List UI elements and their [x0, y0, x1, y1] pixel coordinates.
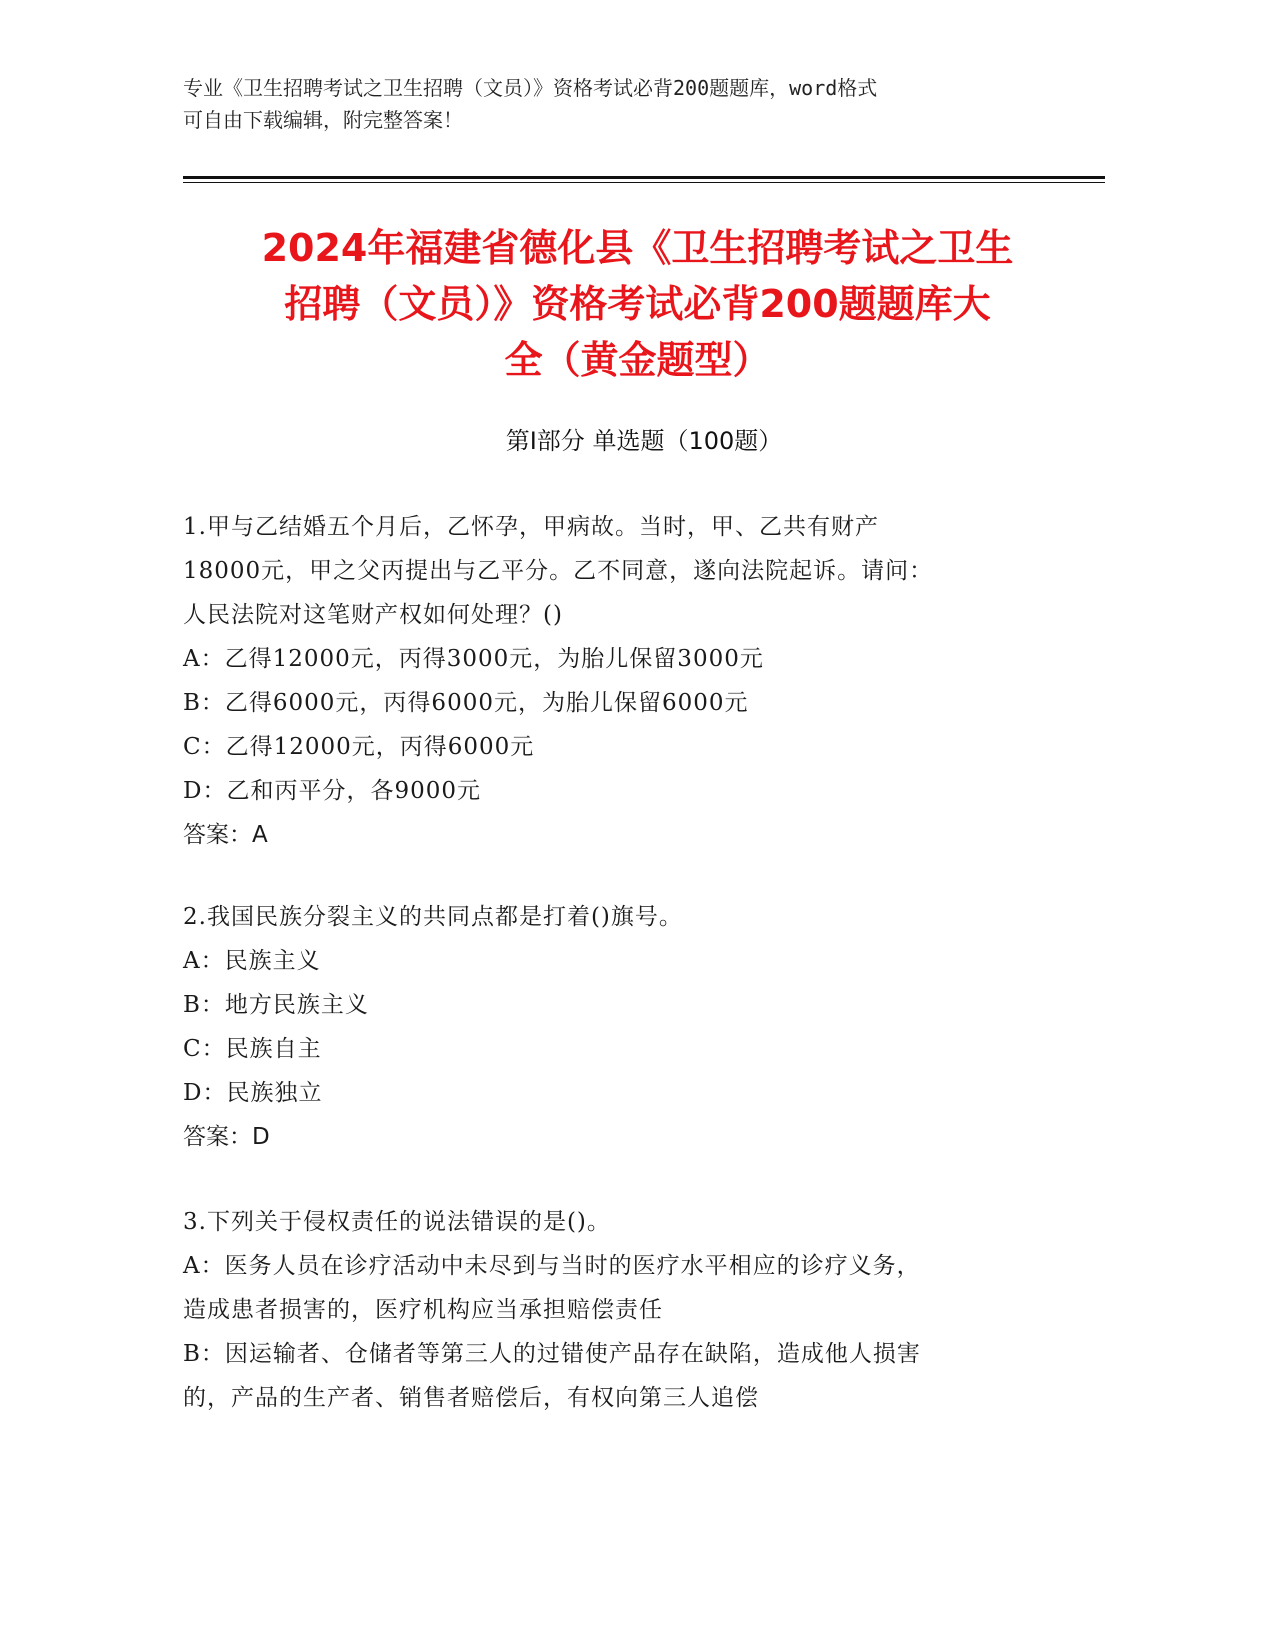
option-d: D：民族独立 [183, 1080, 323, 1106]
answer-label: 答案：D [183, 1124, 270, 1150]
option-d: D：乙和丙平分，各9000元 [183, 778, 481, 804]
answer-label: 答案：A [183, 822, 268, 848]
option-c: C：民族自主 [183, 1036, 322, 1062]
question-stem-line: 3.下列关于侵权责任的说法错误的是()。 [183, 1209, 611, 1235]
header-note [183, 72, 1043, 136]
option-b: B：乙得6000元，丙得6000元，为胎儿保留6000元 [183, 690, 749, 716]
document-title [150, 220, 1125, 388]
header-divider-thin [183, 182, 1105, 183]
question-stem-line: 2.我国民族分裂主义的共同点都是打着()旗号。 [183, 904, 683, 930]
option-a: A：乙得12000元，丙得3000元，为胎儿保留3000元 [183, 646, 764, 672]
question-3 [183, 1200, 1033, 1420]
option-a: A：民族主义 [183, 948, 321, 974]
option-b-continued: 的，产品的生产者、销售者赔偿后，有权向第三人追偿 [183, 1385, 759, 1411]
option-a-continued: 造成患者损害的，医疗机构应当承担赔偿责任 [183, 1297, 663, 1323]
question-stem-line: 人民法院对这笔财产权如何处理？() [183, 602, 563, 628]
document-title-line: 招聘（文员）》资格考试必背200题题库大 [284, 282, 991, 326]
option-c: C：乙得12000元，丙得6000元 [183, 734, 535, 760]
question-1 [183, 505, 1033, 857]
document-title-line: 2024年福建省德化县《卫生招聘考试之卫生 [261, 226, 1014, 270]
question-stem-line: 18000元，甲之父丙提出与乙平分。乙不同意，遂向法院起诉。请问： [183, 558, 934, 584]
header-divider-thick [183, 176, 1105, 179]
question-2 [183, 895, 1033, 1159]
option-b: B：地方民族主义 [183, 992, 369, 1018]
header-note-line: 专业《卫生招聘考试之卫生招聘（文员）》资格考试必背200题题库，word格式 [183, 76, 878, 100]
option-a: A：医务人员在诊疗活动中未尽到与当时的医疗水平相应的诊疗义务， [183, 1253, 921, 1279]
option-b: B：因运输者、仓储者等第三人的过错使产品存在缺陷，造成他人损害 [183, 1341, 921, 1367]
section-heading: 第Ⅰ部分 单选题（100题） [505, 427, 783, 455]
document-title-line: 全（黄金题型） [504, 338, 771, 382]
question-stem-line: 1.甲与乙结婚五个月后，乙怀孕，甲病故。当时，甲、乙共有财产 [183, 514, 879, 540]
header-note-line: 可自由下载编辑，附完整答案！ [183, 108, 463, 132]
